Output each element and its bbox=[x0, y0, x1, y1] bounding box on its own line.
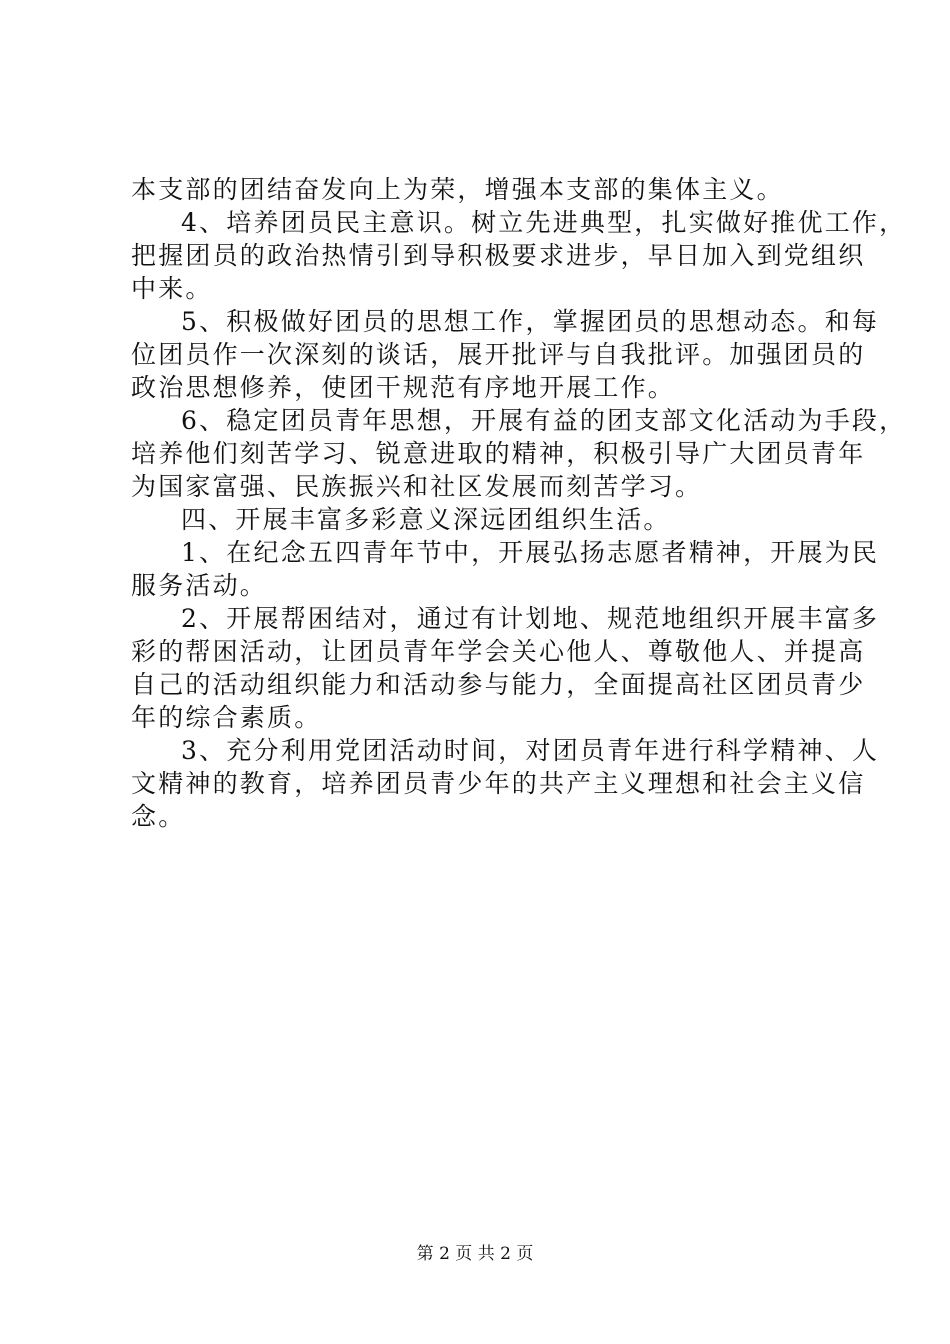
text-line: 自己的活动组织能力和活动参与能力，全面提高社区团员青少 bbox=[131, 670, 866, 699]
text-line: 1、在纪念五四青年节中，开展弘扬志愿者精神，开展为民 bbox=[181, 538, 880, 567]
page-number-footer: 第 2 页 共 2 页 bbox=[416, 1244, 534, 1264]
text-line: 把握团员的政治热情引到导积极要求进步，早日加入到党组织 bbox=[131, 241, 866, 270]
text-line: 4、培养团员民主意识。树立先进典型，扎实做好推优工作， bbox=[181, 208, 907, 237]
text-line: 培养他们刻苦学习、锐意进取的精神，积极引导广大团员青年 bbox=[131, 439, 866, 468]
section-heading: 四、开展丰富多彩意义深远团组织生活。 bbox=[181, 505, 671, 534]
text-line: 政治思想修养，使团干规范有序地开展工作。 bbox=[131, 373, 676, 402]
text-line: 彩的帮困活动，让团员青年学会关心他人、尊敬他人、并提高 bbox=[131, 637, 866, 666]
text-line: 为国家富强、民族振兴和社区发展而刻苦学习。 bbox=[131, 472, 703, 501]
text-line: 中来。 bbox=[131, 274, 213, 303]
text-line: 5、积极做好团员的思想工作，掌握团员的思想动态。和每 bbox=[181, 307, 880, 336]
text-line: 年的综合素质。 bbox=[131, 703, 322, 732]
text-line: 本支部的团结奋发向上为荣，增强本支部的集体主义。 bbox=[131, 175, 784, 204]
text-line: 文精神的教育，培养团员青少年的共产主义理想和社会主义信 bbox=[131, 769, 866, 798]
text-line: 服务活动。 bbox=[131, 571, 268, 600]
text-line: 6、稳定团员青年思想，开展有益的团支部文化活动为手段， bbox=[181, 406, 907, 435]
text-line: 念。 bbox=[131, 802, 186, 831]
text-line: 2、开展帮困结对，通过有计划地、规范地组织开展丰富多 bbox=[181, 604, 880, 633]
text-line: 3、充分利用党团活动时间，对团员青年进行科学精神、人 bbox=[181, 736, 880, 765]
text-line: 位团员作一次深刻的谈话，展开批评与自我批评。加强团员的 bbox=[131, 340, 866, 369]
document-body bbox=[131, 173, 907, 833]
